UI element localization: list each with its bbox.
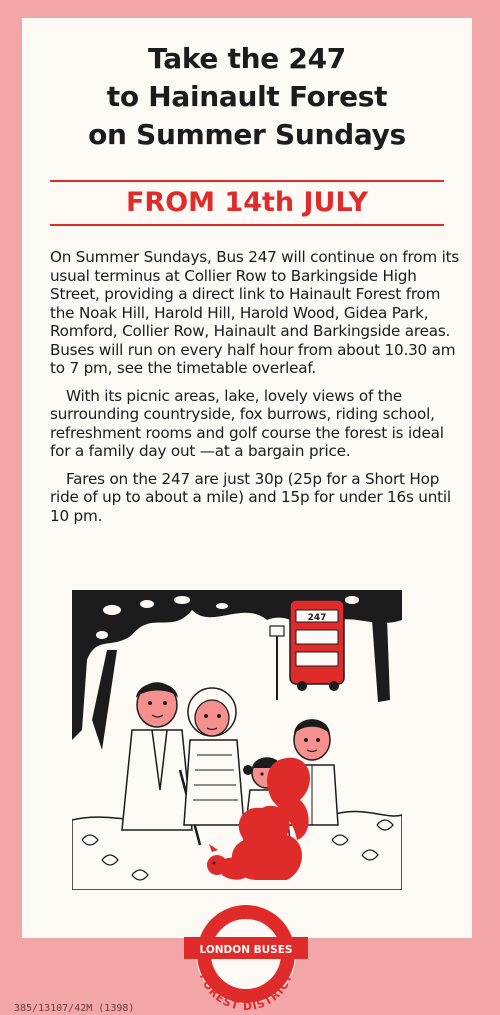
headline: [22, 40, 472, 154]
headline-line-2: to Hainault Forest: [106, 80, 388, 113]
headline-line-1: Take the 247: [148, 42, 346, 75]
paragraph-fares: Fares on the 247 are just 30p (25p for a Short Hop ride of up to about a mile) and 15p for under 16s until 10 pm.: [50, 469, 451, 525]
paragraph-forest: With its picnic areas, lake, lovely views of the surrounding countryside, fox burrows, riding school, refreshment rooms and golf course the forest is ideal for a family day out —at a bargain price.: [50, 386, 444, 460]
subhead-rule-bottom: [50, 224, 444, 226]
family-forest-illustration: [72, 590, 402, 890]
subhead-rule-top: [50, 180, 444, 182]
body-text: [50, 248, 462, 534]
roundel-bar-text: LONDON BUSES: [199, 944, 293, 956]
tree-canopy: [72, 590, 402, 750]
bus-stop-sign: [270, 626, 284, 700]
headline-line-3: on Summer Sundays: [88, 118, 406, 151]
paragraph-service: On Summer Sundays, Bus 247 will continue on from its usual terminus at Collier Row to Barkingside High Street, providing a direct link to Hainault Forest from the Noak Hill, Harold Hill, Harold Wood, Gidea Park, Romford, Collier Row, Hainault and Barkingside areas. Buses will run on every half hour from about 10.30 am to 7 pm, see the timetable overleaf.: [50, 248, 460, 377]
grandmother-figure: [184, 688, 244, 825]
print-code: 385/13107/42M (1398): [14, 1003, 135, 1014]
bus-route-number: 247: [307, 613, 327, 623]
red-bus-247: [290, 600, 344, 691]
roundel-ring-text: FOREST DISTRICT: [196, 971, 296, 1012]
subhead-date: FROM 14th JULY: [125, 187, 369, 218]
london-buses-roundel-logo: [176, 902, 316, 1012]
